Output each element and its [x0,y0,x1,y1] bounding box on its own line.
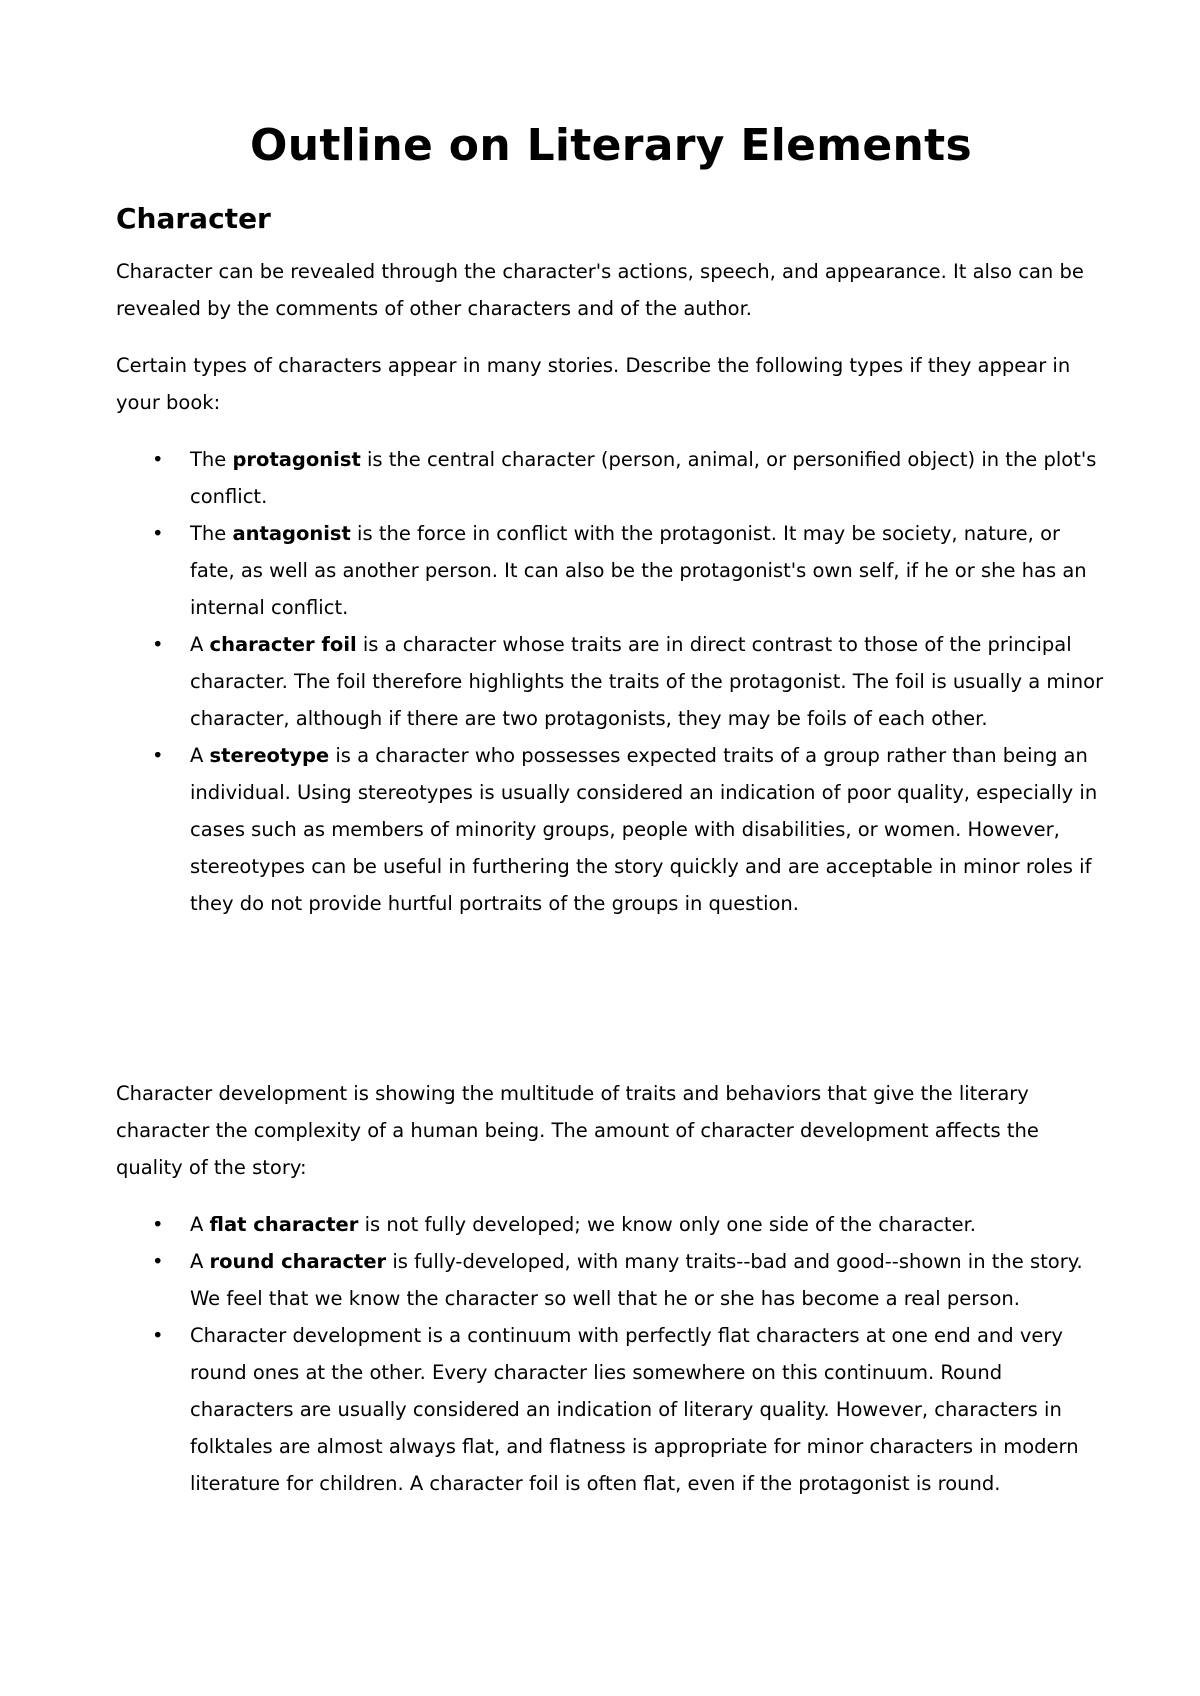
list-item [116,515,1106,626]
bullet-icon: • [152,1324,164,1347]
term-antagonist: antagonist [232,522,351,545]
intro-paragraph: Character can be revealed through the character's actions, speech, and appearance. It also can be revealed by the comments of other characters and of the author. [116,260,1084,320]
term-round-character: round character [209,1250,387,1273]
bullet-icon: • [152,1213,164,1236]
list-item [116,441,1106,515]
list-item [116,1243,1106,1317]
list-item [116,626,1106,737]
development-paragraph: Character development is showing the multitude of traits and behaviors that give the literary character the complexity of a human being. The amount of character development affects the quality of the story: [116,1082,1039,1179]
item-prefix: The [190,448,233,471]
term-flat-character: flat character [209,1213,359,1236]
item-text: is a character who possesses expected traits of a group rather than being an individual. Using stereotypes is usually considered an indication of poor quality, especially in cases such as members of minority groups, people with disabilities, or women. However, stereotypes can be useful in furthering the story quickly and are acceptable in minor roles if they do not provide hurtful portraits of the groups in question. [190,744,1098,915]
bullet-icon: • [152,633,164,656]
item-text: is the central character (person, animal, or personified object) in the plot's conflict. [190,448,1097,508]
bullet-icon: • [152,1250,164,1273]
term-stereotype: stereotype [209,744,330,767]
list-item [116,1206,1106,1243]
bullet-icon: • [152,744,164,767]
document-title: Outline on Literary Elements [250,120,972,171]
list-item [116,737,1106,922]
item-text: is the force in conflict with the protagonist. It may be society, nature, or fate, as well as another person. It can also be the protagonist's own self, if he or she has an internal conflict. [190,522,1087,619]
item-text: is a character whose traits are in direct contrast to those of the principal character. The foil therefore highlights the traits of the protagonist. The foil is usually a minor character, although if there are two protagonists, they may be foils of each other. [190,633,1104,730]
item-prefix: A [190,1213,210,1236]
item-prefix: A [190,1250,210,1273]
types-intro-paragraph: Certain types of characters appear in many stories. Describe the following types if they appear in your book: [116,354,1071,414]
bullet-icon: • [152,522,164,545]
character-types-list [116,441,1106,922]
term-character-foil: character foil [209,633,357,656]
bullet-icon: • [152,448,164,471]
item-prefix: A [190,744,210,767]
term-protagonist: protagonist [232,448,361,471]
item-text: is fully-developed, with many traits--bad and good--shown in the story. We feel that we know the character so well that he or she has become a real person. [190,1250,1083,1310]
list-item [116,1317,1106,1502]
item-prefix: A [190,633,210,656]
item-text: Character development is a continuum with perfectly flat characters at one end and very round ones at the other. Every character lies somewhere on this continuum. Round characters are usually considered an indication of literary quality. However, characters in folktales are almost always flat, and flatness is appropriate for minor characters in modern literature for children. A character foil is often flat, even if the protagonist is round. [190,1324,1079,1495]
item-prefix: The [190,522,233,545]
section-heading-character: Character [116,202,271,235]
character-development-list [116,1206,1106,1502]
item-text: is not fully developed; we know only one side of the character. [358,1213,976,1236]
